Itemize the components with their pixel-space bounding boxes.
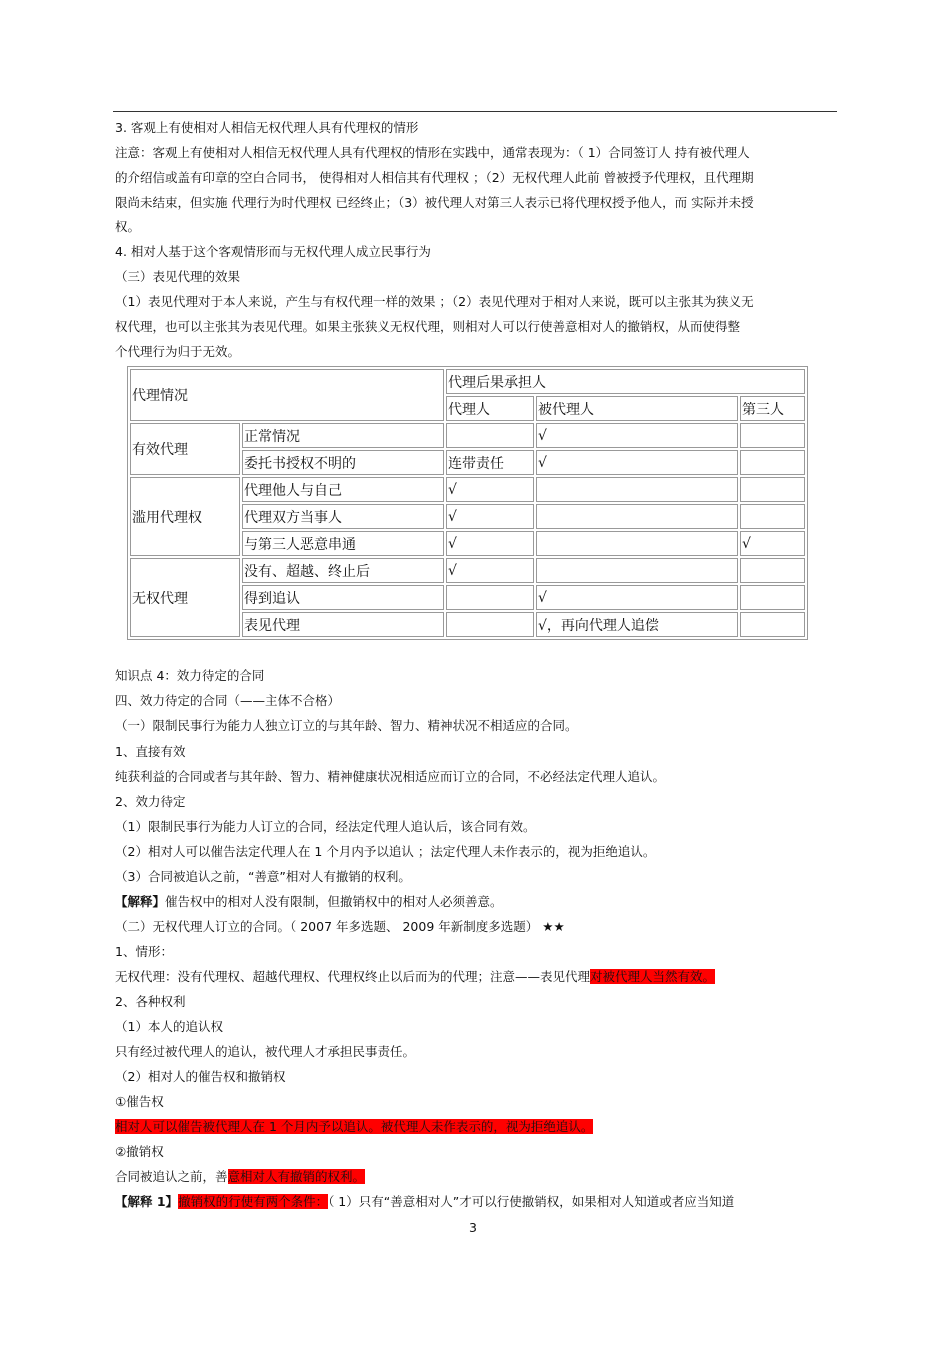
text-line-8 — [115, 294, 754, 310]
text-line-22 — [115, 944, 173, 960]
third-party-cell — [740, 477, 805, 502]
text-line-20 — [115, 894, 503, 910]
text-line-15 — [115, 769, 665, 785]
text-line-4 — [115, 195, 754, 211]
text-span: （2）相对人可以催告法定代理人在 1 个月内予以追认 ；法定代理人未作表示的，视为拒绝追认。 — [115, 844, 656, 859]
principal-cell — [536, 504, 738, 529]
case-cell: 没有、超越、终止后 — [242, 558, 444, 583]
group-label: 滥用代理权 — [130, 477, 240, 556]
text-span: （3）合同被追认之前，“善意”相对人有撤销的权利。 — [115, 869, 411, 884]
text-line-9 — [115, 319, 740, 335]
table-header-row — [130, 369, 805, 394]
text-line-21 — [115, 919, 565, 935]
text-span: 纯获利益的合同或者与其年龄、智力、精神健康状况相适应而订立的合同，不必经法定代理人追认。 — [115, 769, 666, 784]
text-span: 催告权中的相对人没有限制，但撤销权中的相对人必须善意。 — [165, 894, 503, 909]
highlighted-text: 意相对人有撤销的权利。 — [227, 1169, 366, 1184]
principal-cell — [536, 558, 738, 583]
group-label: 有效代理 — [130, 423, 240, 475]
text-span: 只有经过被代理人的追认，被代理人才承担民事责任。 — [115, 1044, 416, 1059]
text-line-14 — [115, 744, 185, 760]
highlighted-text: 对被代理人当然有效。 — [590, 969, 716, 984]
group-label: 无权代理 — [130, 558, 240, 637]
text-line-13 — [115, 718, 578, 734]
text-span: 合同被追认之前，善 — [115, 1169, 228, 1184]
agent-cell: 连带责任 — [446, 450, 534, 475]
text-span: （1）表见代理对于本人来说，产生与有权代理一样的效果 ；（2）表见代理对于相对人来说，既可以主张其为狭义无 — [115, 294, 754, 309]
text-line-24 — [115, 994, 185, 1010]
page-number: 3 — [469, 1220, 477, 1235]
text-line-32 — [115, 1194, 734, 1210]
third-party-cell — [740, 585, 805, 610]
text-span: （1）本人的追认权 — [115, 1019, 223, 1034]
highlighted-text: 相对人可以催告被代理人在 1 个月内予以追认。被代理人未作表示的，视为拒绝追认。 — [115, 1119, 594, 1134]
table-row — [130, 477, 805, 502]
principal-cell — [536, 477, 738, 502]
text-line-3 — [115, 170, 754, 186]
text-span: 个代理行为归于无效。 — [115, 344, 241, 359]
agent-cell — [446, 612, 534, 637]
text-line-17 — [115, 819, 535, 835]
text-span: 权。 — [115, 219, 141, 234]
principal-cell — [536, 531, 738, 556]
text-span: （2）相对人的催告权和撤销权 — [115, 1069, 286, 1084]
third-party-cell: √ — [740, 531, 805, 556]
table-row — [130, 423, 805, 448]
text-line-23 — [115, 969, 715, 985]
text-span: （1）限制民事行为能力人订立的合同，经法定代理人追认后，该合同有效。 — [115, 819, 536, 834]
header-agency-situation: 代理情况 — [130, 369, 444, 421]
case-cell: 委托书授权不明的 — [242, 450, 444, 475]
text-span: 4. 相对人基于这个客观情形而与无权代理人成立民事行为 — [115, 244, 431, 259]
header-rule — [113, 111, 837, 112]
text-span: 注意：客观上有使相对人相信无权代理人具有代理权的情形在实践中，通常表现为：（ 1）合同签订人 持有被代理人 — [115, 145, 750, 160]
header-third-party: 第三人 — [740, 396, 805, 421]
agent-cell: √ — [446, 477, 534, 502]
highlighted-text: 撤销权的行使有两个条件： — [178, 1194, 329, 1209]
text-line-1 — [115, 120, 418, 136]
principal-cell: √ — [536, 450, 738, 475]
agency-table — [127, 366, 808, 640]
principal-cell: √ — [536, 423, 738, 448]
case-cell: 代理他人与自己 — [242, 477, 444, 502]
agent-cell: √ — [446, 558, 534, 583]
text-span: ②撤销权 — [115, 1144, 164, 1159]
third-party-cell — [740, 423, 805, 448]
text-span: 1、直接有效 — [115, 744, 186, 759]
text-line-30 — [115, 1144, 164, 1160]
text-span: 3. 客观上有使相对人相信无权代理人具有代理权的情形 — [115, 120, 419, 135]
text-line-28 — [115, 1094, 164, 1110]
text-span: 无权代理：没有代理权、超越代理权、代理权终止以后而为的代理；注意——表见代理 — [115, 969, 591, 984]
case-cell: 与第三人恶意串通 — [242, 531, 444, 556]
text-span: 权代理，也可以主张其为表见代理。如果主张狭义无权代理，则相对人可以行使善意相对人的撤销权，从而使得整 — [115, 319, 741, 334]
text-span: （一）限制民事行为能力人独立订立的与其年龄、智力、精神状况不相适应的合同。 — [115, 718, 578, 733]
text-span: 的介绍信或盖有印章的空白合同书， 使得相对人相信其有代理权 ；（2）无权代理人此前 曾被授予代理权，且代理期 — [115, 170, 754, 185]
agent-cell: √ — [446, 531, 534, 556]
third-party-cell — [740, 558, 805, 583]
text-span: 知识点 4：效力待定的合同 — [115, 668, 265, 683]
third-party-cell — [740, 612, 805, 637]
text-line-27 — [115, 1069, 285, 1085]
agent-cell: √ — [446, 504, 534, 529]
third-party-cell — [740, 504, 805, 529]
text-line-10 — [115, 344, 240, 360]
text-line-5 — [115, 219, 140, 235]
case-cell: 表见代理 — [242, 612, 444, 637]
header-agent: 代理人 — [446, 396, 534, 421]
text-span: ①催告权 — [115, 1094, 164, 1109]
case-cell: 正常情况 — [242, 423, 444, 448]
header-principal: 被代理人 — [536, 396, 738, 421]
table-row — [130, 558, 805, 583]
text-span: （二）无权代理人订立的合同。（ 2007 年多选题、 2009 年新制度多选题） — [115, 919, 543, 934]
text-span: 2、效力待定 — [115, 794, 186, 809]
text-span: 限尚未结束，但实施 代理行为时代理权 已经终止；（3）被代理人对第三人表示已将代理权授予他人，而 实际并未授 — [115, 195, 754, 210]
header-responsible-party: 代理后果承担人 — [446, 369, 805, 394]
third-party-cell — [740, 450, 805, 475]
bold-text: 【解释 1】 — [115, 1194, 179, 1209]
text-line-2 — [115, 145, 750, 161]
principal-cell: √ — [536, 585, 738, 610]
agent-cell — [446, 423, 534, 448]
text-span: 四、效力待定的合同（——主体不合格） — [115, 693, 341, 708]
text-line-29 — [115, 1119, 593, 1135]
text-line-11 — [115, 668, 264, 684]
text-line-18 — [115, 844, 655, 860]
bold-text: ★★ — [542, 919, 565, 934]
text-span: 1、情形： — [115, 944, 173, 959]
text-span: （三）表见代理的效果 — [115, 269, 241, 284]
text-line-31 — [115, 1169, 365, 1185]
text-span: （ 1）只有“善意相对人”才可以行使撤销权，如果相对人知道或者应当知道 — [328, 1194, 735, 1209]
text-line-6 — [115, 244, 431, 260]
text-line-26 — [115, 1044, 415, 1060]
case-cell: 得到追认 — [242, 585, 444, 610]
text-span: 2、各种权利 — [115, 994, 186, 1009]
agent-cell — [446, 585, 534, 610]
text-line-16 — [115, 794, 185, 810]
bold-text: 【解释】 — [115, 894, 166, 909]
text-line-25 — [115, 1019, 223, 1035]
text-line-19 — [115, 869, 411, 885]
text-line-7 — [115, 269, 240, 285]
case-cell: 代理双方当事人 — [242, 504, 444, 529]
text-line-12 — [115, 693, 340, 709]
principal-cell: √，再向代理人追偿 — [536, 612, 738, 637]
